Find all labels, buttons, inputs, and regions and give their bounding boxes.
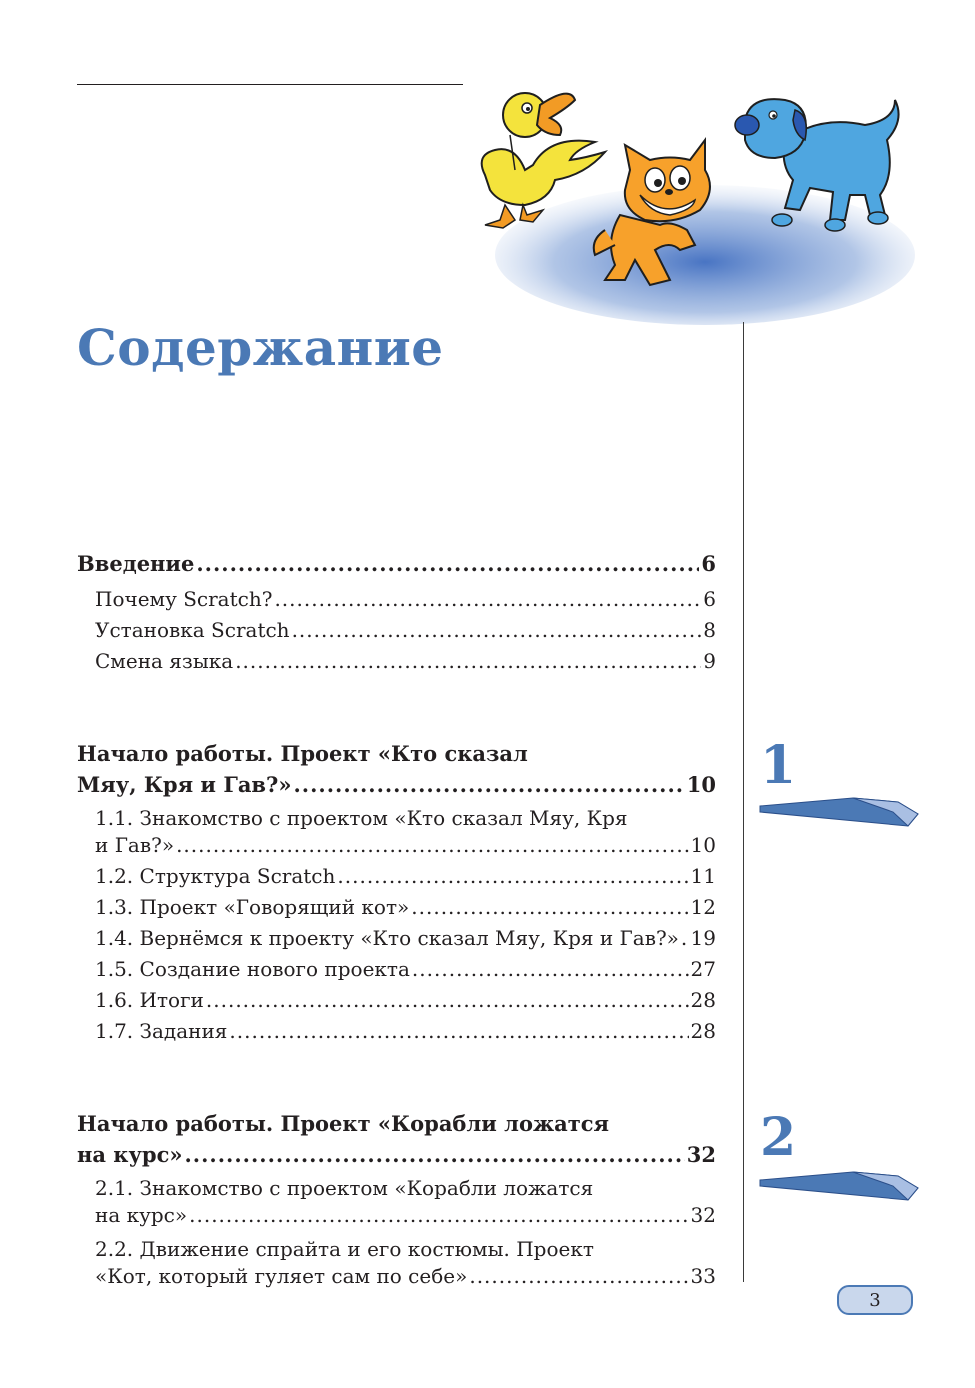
toc-item[interactable] — [77, 806, 716, 861]
page-title: Содержание — [77, 318, 444, 377]
toc-page: 12 — [690, 895, 716, 919]
toc-item-title: и Гав?» — [95, 833, 175, 857]
toc-item-row[interactable] — [77, 892, 716, 923]
toc-item-title: 1.4. Вернёмся к проекту «Кто сказал Мяу, Кря и Гав?» — [95, 926, 679, 950]
toc-item-title: на курс» — [95, 1203, 188, 1227]
toc-page: 28 — [690, 1019, 716, 1043]
toc-item-title: 1.7. Задания — [95, 1019, 228, 1043]
toc-page: 33 — [690, 1264, 716, 1288]
toc-item-title: Смена языка — [95, 649, 234, 673]
toc-item-row[interactable] — [77, 985, 716, 1016]
toc-leader — [176, 830, 688, 861]
toc-leader — [185, 1139, 685, 1170]
toc-item-title: 1.5. Создание нового проекта — [95, 957, 410, 981]
toc-page: 9 — [703, 649, 716, 673]
toc-leader — [292, 615, 702, 646]
toc-chapter-title-line1: Начало работы. Проект «Корабли ложатся — [77, 1111, 610, 1136]
toc-chapter-title-line1: Начало работы. Проект «Кто сказал — [77, 741, 528, 766]
toc-item-title-line1: 1.1. Знакомство с проектом «Кто сказал Мяу, Кря — [95, 806, 628, 830]
toc-chapter-title: Введение — [77, 551, 195, 576]
chapter-tab-1 — [758, 792, 923, 832]
toc-item-title: Почему Scratch? — [95, 587, 273, 611]
toc-leader — [293, 769, 684, 800]
chapter-number-2: 2 — [760, 1107, 797, 1168]
header-illustration — [455, 80, 925, 325]
toc-item-title-line1: 2.1. Знакомство с проектом «Корабли ложатся — [95, 1176, 594, 1200]
toc-item-title: «Кот, который гуляет сам по себе» — [95, 1264, 468, 1288]
toc-item[interactable] — [77, 1176, 716, 1231]
toc-page: 6 — [701, 551, 716, 576]
toc-chapter-row[interactable] — [77, 1139, 716, 1170]
page-number-badge: 3 — [837, 1285, 913, 1315]
toc-leader — [189, 1200, 688, 1231]
toc-item-title: 1.6. Итоги — [95, 988, 204, 1012]
toc-item-row[interactable] — [77, 1016, 716, 1047]
toc-item-row[interactable] — [77, 646, 716, 677]
chapter-number-1: 1 — [760, 735, 797, 796]
toc-item-row[interactable] — [77, 861, 716, 892]
toc-item-row — [95, 1200, 716, 1231]
ground-shadow — [495, 185, 915, 325]
vertical-rule — [743, 322, 744, 1282]
toc-chapter-row[interactable] — [77, 548, 716, 579]
toc-leader — [206, 985, 689, 1016]
toc-page: 32 — [690, 1203, 716, 1227]
toc-leader — [274, 584, 701, 615]
toc-page: 10 — [690, 833, 716, 857]
toc-chapter-row[interactable] — [77, 769, 716, 800]
toc-item-title: 1.2. Структура Scratch — [95, 864, 336, 888]
chapter-tab-2 — [758, 1166, 923, 1206]
toc-item-row[interactable] — [77, 615, 716, 646]
toc-item-row — [95, 830, 716, 861]
toc-page: 11 — [690, 864, 716, 888]
toc-page: 19 — [690, 926, 716, 950]
toc-page: 10 — [686, 772, 716, 797]
toc-chapter-title: на курс» — [77, 1142, 183, 1167]
toc-item-title: 1.3. Проект «Говорящий кот» — [95, 895, 410, 919]
toc-leader — [229, 1016, 688, 1047]
toc-item-row[interactable] — [77, 954, 716, 985]
toc-page: 28 — [690, 988, 716, 1012]
toc-page: 27 — [690, 957, 716, 981]
toc-item-row[interactable] — [77, 584, 716, 615]
toc-section-intro — [77, 548, 716, 677]
toc-item-row — [95, 1261, 716, 1292]
toc-page: 32 — [686, 1142, 716, 1167]
toc-section-2 — [77, 1108, 716, 1292]
toc-item-row[interactable] — [77, 923, 716, 954]
toc-chapter-title: Мяу, Кря и Гав?» — [77, 772, 292, 797]
toc-leader — [681, 923, 689, 954]
toc-leader — [196, 548, 699, 579]
toc-leader — [337, 861, 688, 892]
top-rule — [77, 84, 463, 85]
toc-item-title: Установка Scratch — [95, 618, 290, 642]
toc-item[interactable] — [77, 1237, 716, 1292]
toc-item-title-line1: 2.2. Движение спрайта и его костюмы. Проект — [95, 1237, 594, 1261]
toc-leader — [411, 892, 688, 923]
toc-page: 8 — [703, 618, 716, 642]
toc-leader — [235, 646, 701, 677]
toc-page: 6 — [703, 587, 716, 611]
toc-leader — [469, 1261, 688, 1292]
toc-section-1 — [77, 738, 716, 1047]
toc-leader — [412, 954, 689, 985]
